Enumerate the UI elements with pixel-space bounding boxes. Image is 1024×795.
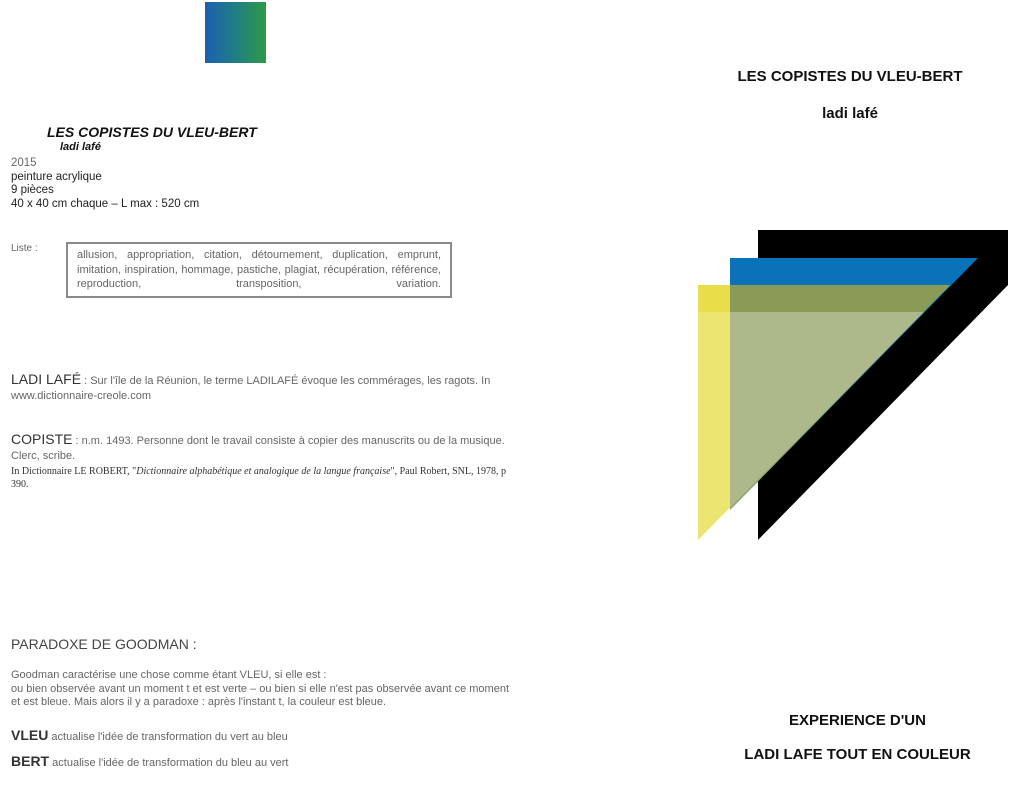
left-subtitle: ladi lafé (60, 141, 101, 153)
vleu-text: actualise l'idée de transformation du vert au bleu (48, 731, 288, 743)
overlapping-triangles-artwork (698, 230, 1008, 540)
liste-text: allusion, appropriation, citation, détournement, duplication, emprunt, imitation, inspiration, hommage, pastiche, plagiat, récupération, référence, reproduction, transposition, variation. (77, 249, 441, 290)
definition-copiste (11, 432, 516, 491)
source-prefix: In Dictionnaire LE ROBERT, " (11, 466, 137, 477)
bert-text: actualise l'idée de transformation du bleu au vert (49, 757, 289, 769)
cover-bottom-line-1: EXPERIENCE D'UN (789, 712, 926, 729)
goodman-text (11, 669, 521, 710)
liste-label: Liste : (11, 243, 38, 254)
definition-text: : n.m. 1493. Personne dont le travail consiste à copier des manuscrits ou de la musique. Clerc, scribe. (11, 435, 505, 462)
cover-subtitle: ladi lafé (822, 105, 878, 122)
left-title: LES COPISTES DU VLEU-BERT (47, 124, 257, 140)
bert-definition (11, 753, 288, 769)
definition-term: LADI LAFÉ (11, 371, 82, 387)
bert-word: BERT (11, 753, 50, 769)
vleu-definition (11, 727, 288, 743)
definition-ladi-lafe (11, 372, 516, 404)
vleu-word: VLEU (11, 727, 49, 743)
artwork-pieces: 9 pièces (11, 184, 54, 196)
definition-source (11, 465, 516, 491)
goodman-line-1: Goodman caractérise une chose comme étant VLEU, si elle est : (11, 669, 327, 681)
gradient-swatch (205, 2, 266, 63)
source-title: Dictionnaire alphabétique et analogique de la langue française (136, 466, 391, 477)
definition-term: COPISTE (11, 431, 73, 447)
definition-text: : Sur l'île de la Réunion, le terme LADILAFÉ évoque les commérages, les ragots. In www.dictionnaire-creole.com (11, 375, 491, 402)
goodman-title: PARADOXE DE GOODMAN : (11, 636, 197, 652)
artwork-medium: peinture acrylique (11, 170, 102, 183)
artwork-year: 2015 (11, 157, 37, 169)
cover-title: LES COPISTES DU VLEU-BERT (737, 68, 963, 85)
artwork-dimensions: 40 x 40 cm chaque – L max : 520 cm (11, 197, 200, 210)
cover-bottom-line-2: LADI LAFE TOUT EN COULEUR (744, 746, 971, 763)
artwork-meta (11, 157, 199, 211)
source-suffix: ", Paul Robert, SNL, 1978, p 390. (11, 466, 506, 490)
liste-box (66, 242, 452, 298)
goodman-line-2: ou bien observée avant un moment t et est verte – ou bien si elle n'est pas observée avant ce moment et est bleue. Mais alors il y a paradoxe : après l'instant t, la couleur est bleue. (11, 682, 510, 708)
